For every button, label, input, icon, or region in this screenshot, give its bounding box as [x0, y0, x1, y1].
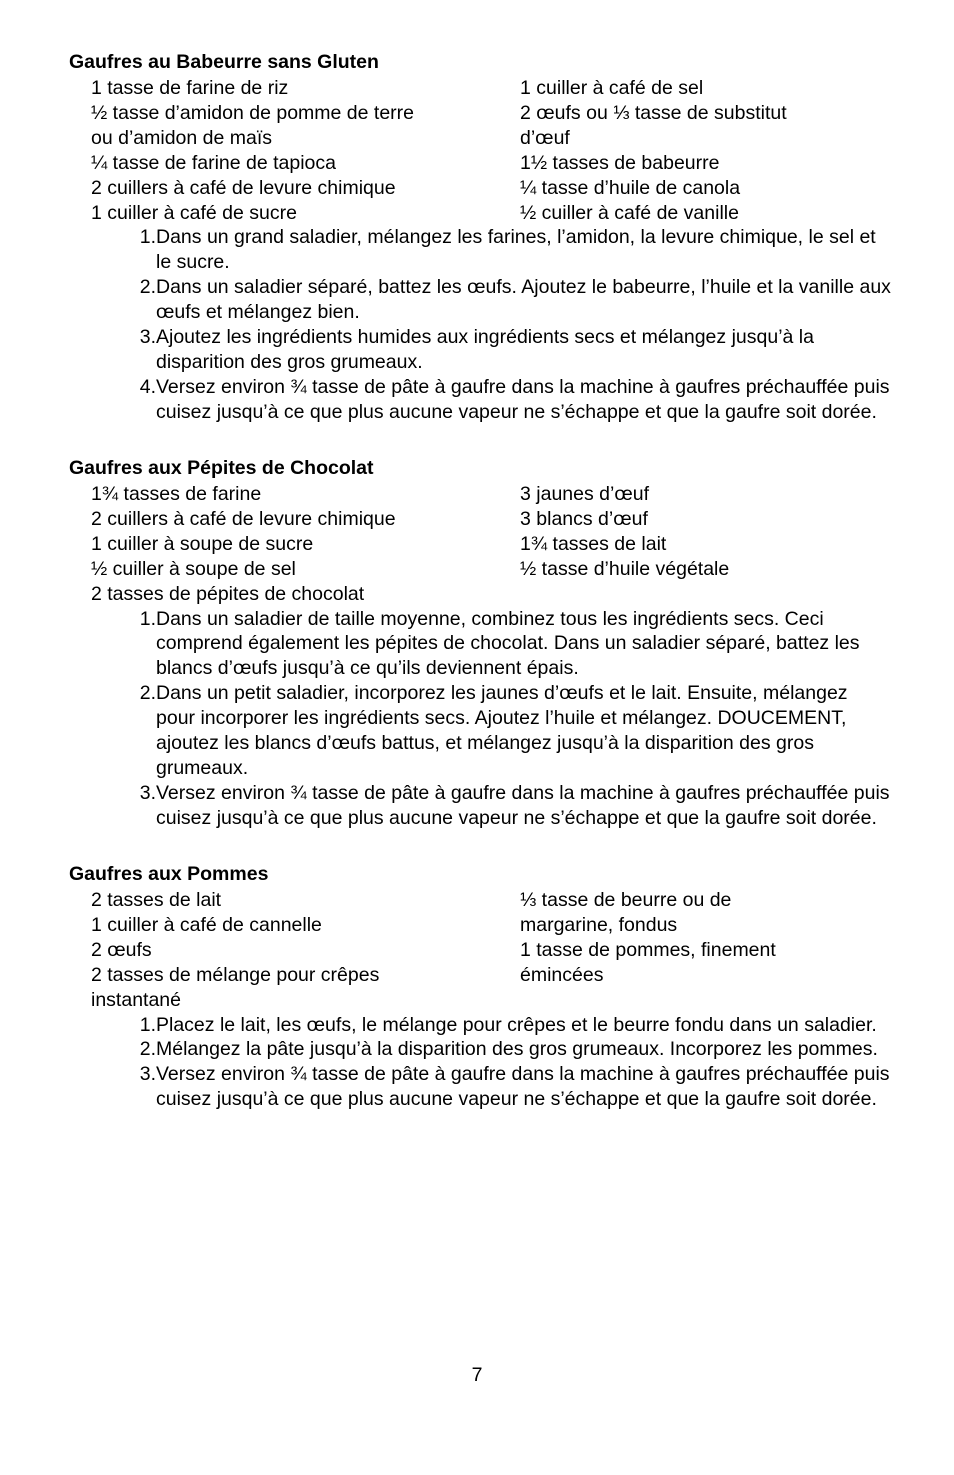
step-list [69, 225, 899, 424]
step-number: 4. [139, 375, 156, 398]
ingredient-column-left [69, 76, 520, 225]
recipe-chocolate-chip [69, 456, 899, 831]
step-number: 2. [139, 276, 156, 299]
ingredient-item: 1¾ tasses de farine [91, 483, 262, 505]
ingredient-item: 2 cuillers à café de levure chimique [91, 176, 396, 199]
ingredient-item: ½ cuiller à soupe de sel [91, 557, 296, 580]
step-item [69, 1037, 899, 1062]
ingredient-item: 2 œufs [91, 938, 152, 961]
ingredient-item: ¼ tasse de farine de tapioca [91, 151, 336, 174]
step-list [69, 607, 899, 831]
ingredient-item: ½ tasse d’amidon de pomme de terre ou d’amidon de maïs [91, 101, 415, 149]
ingredient-list [69, 888, 899, 1013]
step-item [69, 325, 899, 375]
ingredient-item: ⅓ tasse de beurre ou de margarine, fondus [520, 889, 732, 936]
ingredient-item: 1 tasse de farine de riz [91, 77, 289, 99]
step-item [69, 275, 899, 325]
step-text: Mélangez la pâte jusqu’à la disparition des gros grumeaux. Incorporez les pommes. [156, 1038, 878, 1061]
recipe-gluten-free-buttermilk [69, 50, 899, 425]
ingredient-item: ½ tasse d’huile végétale [520, 557, 730, 580]
step-number: 1. [139, 226, 156, 249]
ingredient-item: 3 jaunes d’œuf [520, 483, 649, 505]
ingredient-item: 2 tasses de pépites de chocolat [91, 582, 365, 605]
step-number: 3. [139, 1063, 156, 1086]
recipe-title: Gaufres aux Pommes [69, 863, 269, 885]
step-number: 2. [139, 1038, 156, 1061]
step-text: Dans un grand saladier, mélangez les farines, l’amidon, la levure chimique, le sel et le sucre. [156, 226, 876, 274]
step-item [69, 781, 899, 831]
ingredient-item: 2 cuillers à café de levure chimique [91, 507, 396, 530]
step-text: Dans un saladier de taille moyenne, combinez tous les ingrédients secs. Ceci comprend également les pépites de chocolat. Dans un saladier séparé, battez les blancs d’œufs jusqu’à ce qu’ils deviennent épais. [156, 607, 860, 680]
step-text: Versez environ ¾ tasse de pâte à gaufre dans la machine à gaufres préchauffée puis cuisez jusqu’à ce que plus aucune vapeur ne s’échappe et que la gaufre soit dorée. [156, 375, 890, 423]
step-item [69, 1013, 899, 1038]
step-text: Versez environ ¾ tasse de pâte à gaufre dans la machine à gaufres préchauffée puis cuisez jusqu’à ce que plus aucune vapeur ne s’échappe et que la gaufre soit dorée. [156, 781, 890, 829]
ingredient-item: 1 cuiller à soupe de sucre [91, 532, 314, 555]
ingredient-item: 2 tasses de mélange pour crêpes [91, 963, 380, 986]
step-text: Dans un petit saladier, incorporez les jaunes d’œufs et le lait. Ensuite, mélangez pour incorporer les ingrédients secs. Ajoutez l’huile et mélangez. DOUCEMENT, ajoutez les blancs d’œufs battus, et mélangez jusqu’à la disparition des gros grumeaux. [156, 682, 848, 779]
ingredient-item: 2 tasses de lait [91, 889, 222, 911]
step-number: 3. [139, 781, 156, 804]
page-number: 7 [471, 1364, 483, 1386]
step-item [69, 681, 899, 781]
ingredient-item: 2 œufs ou ⅓ tasse de substitut d’œuf [520, 101, 787, 149]
step-item [69, 225, 899, 275]
ingredient-item: 1¾ tasses de lait [520, 532, 667, 555]
ingredient-item: 1 cuiller à café de sucre [91, 201, 297, 224]
ingredient-item: 1½ tasses de babeurre [520, 151, 720, 174]
ingredient-item: instantané [91, 988, 181, 1011]
ingredient-item: 1 cuiller à café de cannelle [91, 913, 322, 936]
ingredient-item: 1 cuiller à café de sel [520, 77, 704, 99]
step-text: Dans un saladier séparé, battez les œufs. Ajoutez le babeurre, l’huile et la vanille aux œufs et mélangez bien. [156, 276, 891, 324]
ingredient-list [69, 482, 899, 607]
ingredient-column-right [520, 76, 890, 225]
ingredient-column-right [520, 888, 890, 1013]
step-item [69, 375, 899, 425]
step-number: 1. [139, 1013, 156, 1036]
step-text: Versez environ ¾ tasse de pâte à gaufre dans la machine à gaufres préchauffée puis cuisez jusqu’à ce que plus aucune vapeur ne s’échappe et que la gaufre soit dorée. [156, 1063, 890, 1111]
recipe-title: Gaufres aux Pépites de Chocolat [69, 457, 374, 479]
ingredient-item: ½ cuiller à café de vanille [520, 201, 739, 224]
ingredient-column-left [69, 888, 520, 1013]
step-text: Placez le lait, les œufs, le mélange pour crêpes et le beurre fondu dans un saladier. [156, 1013, 877, 1036]
ingredient-item: 3 blancs d’œuf [520, 507, 648, 530]
step-item [69, 1062, 899, 1112]
ingredient-list [69, 76, 899, 225]
step-number: 1. [139, 607, 156, 630]
ingredient-column-right [520, 482, 890, 607]
recipe-title: Gaufres au Babeurre sans Gluten [69, 51, 379, 73]
step-text: Ajoutez les ingrédients humides aux ingrédients secs et mélangez jusqu’à la disparition des gros grumeaux. [156, 326, 814, 373]
step-list [69, 1013, 899, 1113]
recipe-apple [69, 862, 899, 1112]
ingredient-item: ¼ tasse d’huile de canola [520, 176, 741, 199]
ingredient-column-left [69, 482, 520, 607]
step-number: 2. [139, 682, 156, 705]
ingredient-item: 1 tasse de pommes, finement émincées [520, 938, 776, 986]
step-number: 3. [139, 326, 156, 349]
step-item [69, 607, 899, 682]
